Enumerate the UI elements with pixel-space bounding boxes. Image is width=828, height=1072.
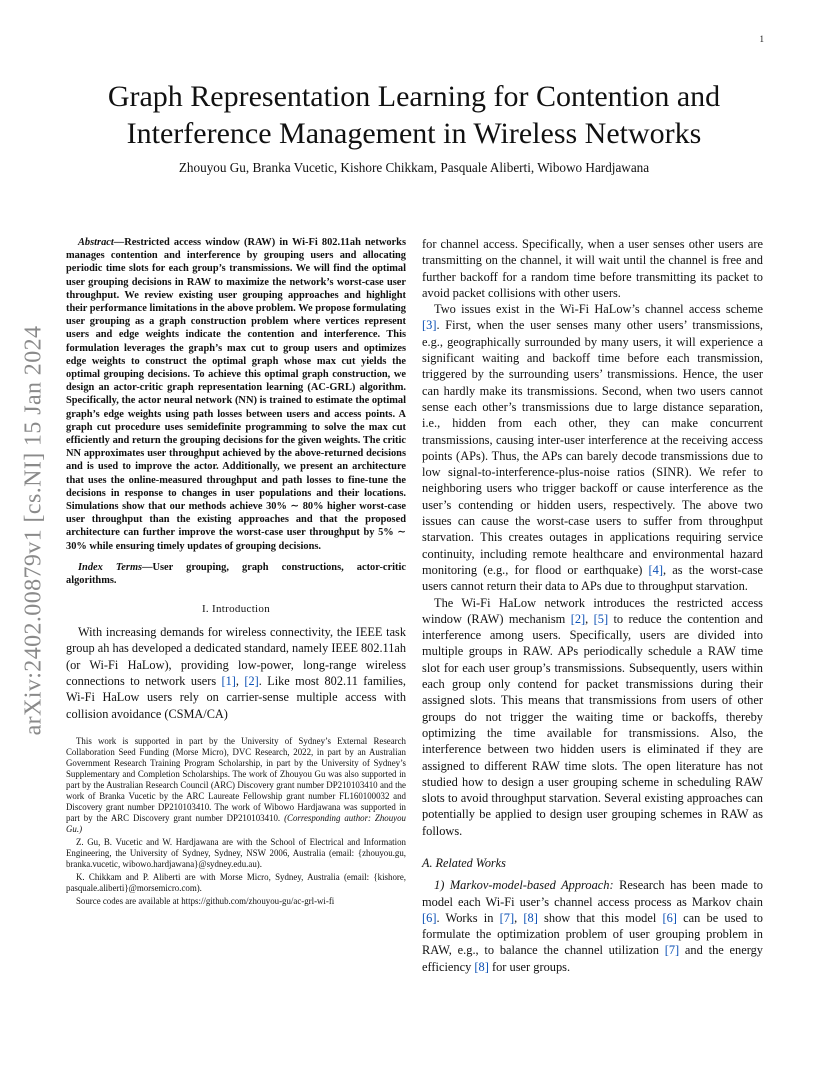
text-run: can be used to formulate the optimization problem of user grouping problem in RAW, e.g., to balance the channel utilization — [422, 910, 763, 958]
author-list: Zhouyou Gu, Branka Vucetic, Kishore Chikkam, Pasquale Aliberti, Wibowo Hardjawana — [178, 160, 650, 175]
text-run: Two issues exist in the Wi-Fi HaLow’s channel access scheme — [434, 302, 763, 317]
citation-link[interactable]: [6] — [422, 910, 437, 925]
citation-link[interactable]: [7] — [499, 910, 515, 925]
citation-link[interactable]: [7] — [664, 943, 680, 958]
text-run: show that this model — [537, 910, 663, 925]
related-works-paragraph-1 — [422, 877, 763, 975]
citation-link[interactable]: [2] — [244, 673, 259, 688]
text-run: , — [514, 910, 524, 925]
arxiv-stamp-text: arXiv:2402.00879v1 [cs.NI] 15 Jan 2024 — [20, 325, 47, 735]
page-number: 1 — [759, 34, 764, 44]
subsection-heading-related-works: A. Related Works — [422, 855, 506, 870]
section-heading-introduction: I. Introduction — [201, 603, 271, 616]
arxiv-stamp — [16, 300, 52, 760]
text-run: . Works in — [436, 910, 500, 925]
abstract-lead: Abstract — [78, 237, 114, 248]
left-column — [66, 236, 406, 909]
text-run: Research has been made to model each Wi-Fi user’s channel access process as Markov chain — [422, 878, 763, 909]
text-run: and the energy efficiency — [422, 943, 764, 974]
abstract-text: —Restricted access window (RAW) in Wi-Fi 802.11ah networks manages contention and interference by grouping users and allocating periodic time slots for each group’s transmissions. We will find the optimal user grouping decisions in RAW to maximize the network’s worst-case user throughput. We review existing user grouping approaches and highlight their performance limitations in the above problem. We propose formulating user grouping as a graph construction problem where vertices represent users and edge weights indicate the contention and interference. This formulation leverages the graph’s max cut to group users and optimizes edge weights to construct the optimal graph whose max cut yields the optimal grouping decisions. To achieve this optimal graph construction, we design an actor-critic graph representation learning (AC-GRL) algorithm. Specifically, the actor neural network (NN) is trained to estimate the optimal graph’s edge weights using path losses between users and access points. A graph cut procedure uses semidefinite programming to solve the max cut efficiently and return the grouping decisions for the given weights. The critic NN approximates user throughput achieved by the above-returned decisions and is used to improve the actor. Additionally, we present an architecture that uses the online-measured throughput and path losses to fine-tune the decisions in response to changes in user populations and their locations. Simulations show that our methods achieve 30% ∼ 80% higher worst-case user throughput than the existing approaches and that the proposed architecture can further improve the worst-case user throughput by 5% ∼ 30% while ensuring timely updates of grouping decisions. — [66, 237, 406, 552]
footnote-affiliation-1: Z. Gu, B. Vucetic and W. Hardjawana are with the School of Electrical and Information Engineering, the University of Sydney, Sydney, NSW 2006, Australia (email: {zhouyou.gu, branka.vucetic, wibowo.hardjawana}@sydney.edu.au). — [66, 837, 406, 870]
citation-link[interactable]: [4] — [648, 562, 663, 577]
right-column — [422, 236, 763, 975]
index-terms — [66, 561, 406, 587]
text-run: for user groups. — [488, 959, 571, 974]
text-run: The Wi-Fi HaLow network introduces the restricted access window (RAW) mechanism — [422, 595, 763, 626]
text-run: (Corresponding author: Zhouyou Gu.) — [66, 813, 406, 835]
text-run: to reduce the contention and interference among users. Specifically, users are divided into multiple groups in RAW. APs periodically schedule a RAW time slot for each user group’s transmissions. Subsequently, users within each group only contend for packet transmissions during their assigned slots. This means that transmissions from users of other groups do not trigger the waiting time or backoffs, thereby optimizing the time available for transmissions. Also, the interference between two hidden users is eliminated if they are assigned to different RAW time slots. The open literature has not studied how to design a user grouping scheme in scheduling RAW slots to avoid throughput starvation. Several existing approaches can potentially be applied to design user grouping schemes in RAW as follows. — [422, 611, 763, 838]
index-terms-text: —User grouping, graph constructions, actor-critic algorithms. — [66, 561, 406, 587]
intro-paragraph-2 — [422, 301, 763, 594]
intro-paragraph-1b-start: . Like most 802.11 families, Wi-Fi HaLow users rely on carrier-sense multiple access with collision avoidance (CSMA/CA) — [66, 673, 406, 721]
citation-link[interactable]: [6] — [662, 910, 677, 925]
citation-link[interactable]: [8] — [474, 959, 489, 974]
paper-title: Graph Representation Learning for Contention and Interference Management in Wireless Networks — [107, 80, 721, 150]
intro-paragraph-1-continued: for channel access. Specifically, when a user senses other users are transmitting on the channel, it will wait until the channel is free and further backoff for a random time before transmitting its packet to avoid packet collisions with other users. — [422, 237, 763, 300]
footnote-source-code[interactable]: Source codes are available at https://github.com/zhouyou-gu/ac-grl-wi-fi — [76, 896, 335, 907]
text-run: , — [235, 673, 245, 688]
text-run: , — [585, 611, 594, 626]
footnotes — [66, 736, 406, 907]
footnote-affiliation-2: K. Chikkam and P. Aliberti are with Morse Micro, Sydney, Australia (email: {kishore, pasquale.aliberti}@morsemicro.com). — [66, 872, 406, 894]
text-run: , as the worst-case users cannot return their data to APs due to throughput starvation. — [422, 562, 763, 594]
citation-link[interactable]: [5] — [593, 611, 609, 626]
citation-link[interactable]: [8] — [523, 910, 538, 925]
paragraph-lead: 1) Markov-model-based Approach: — [434, 878, 614, 893]
intro-paragraph-3 — [422, 595, 763, 839]
intro-paragraph-1a — [66, 624, 406, 722]
citation-link[interactable]: [1] — [221, 673, 236, 688]
text-run: With increasing demands for wireless connectivity, the IEEE task group ah has developed a dedicated standard, namely IEEE 802.11ah (or Wi-Fi HaLow), providing low-power, long-range wireless connections to network users — [66, 624, 406, 688]
footnote-funding — [66, 736, 406, 835]
index-terms-lead: Index Terms — [78, 561, 143, 573]
abstract — [66, 236, 406, 553]
text-run: This work is supported in part by the University of Sydney’s External Research Collaboration Seed Funding (Morse Micro), DVC Research, 2022, in part by an Australian Government Research Training Program Scholarship, in part by the University of Sydney’s Supplementary and Completion Scholarships. The work of Zhouyou Gu was also supported in part by the Australian Research Council (ARC) Discovery grant number DP210103410 and the work of Branka Vucetic by the ARC Laureate Fellowship grant number FL160100032 and Discovery grant number DP210103410. The work of Wibowo Hardjawana was supported in part by the ARC Discovery grant number DP210103410. — [66, 736, 406, 824]
text-run: . First, when the user senses many other users’ transmissions, e.g., geographically surrounded by many users, it will experience a significant waiting and backoff time before each transmission, triggered by the surrounding users’ transmissions. Hence, the user can hardly make its transmissions. Second, when two users cannot sense each other’s transmissions due to large distance separation, i.e., hidden from each other, they can make concurrent transmissions, causing inter-user interference at the receiving access points (APs). Thus, the APs can barely decode transmissions due to low signal-to-interference-plus-noise ratios (SINR). We refer to neighboring users who trigger backoff or cause interference as the user’s contending or hidden users, respectively. The above two issues can cause the worst-case users to suffer from throughput starvation. This creates outages in applications requiring service continuity, including remote healthcare and environmental hazard monitoring (e.g., for flood or earthquake) — [422, 318, 763, 577]
citation-link[interactable]: [2] — [570, 611, 586, 626]
citation-link[interactable]: [3] — [422, 318, 437, 333]
